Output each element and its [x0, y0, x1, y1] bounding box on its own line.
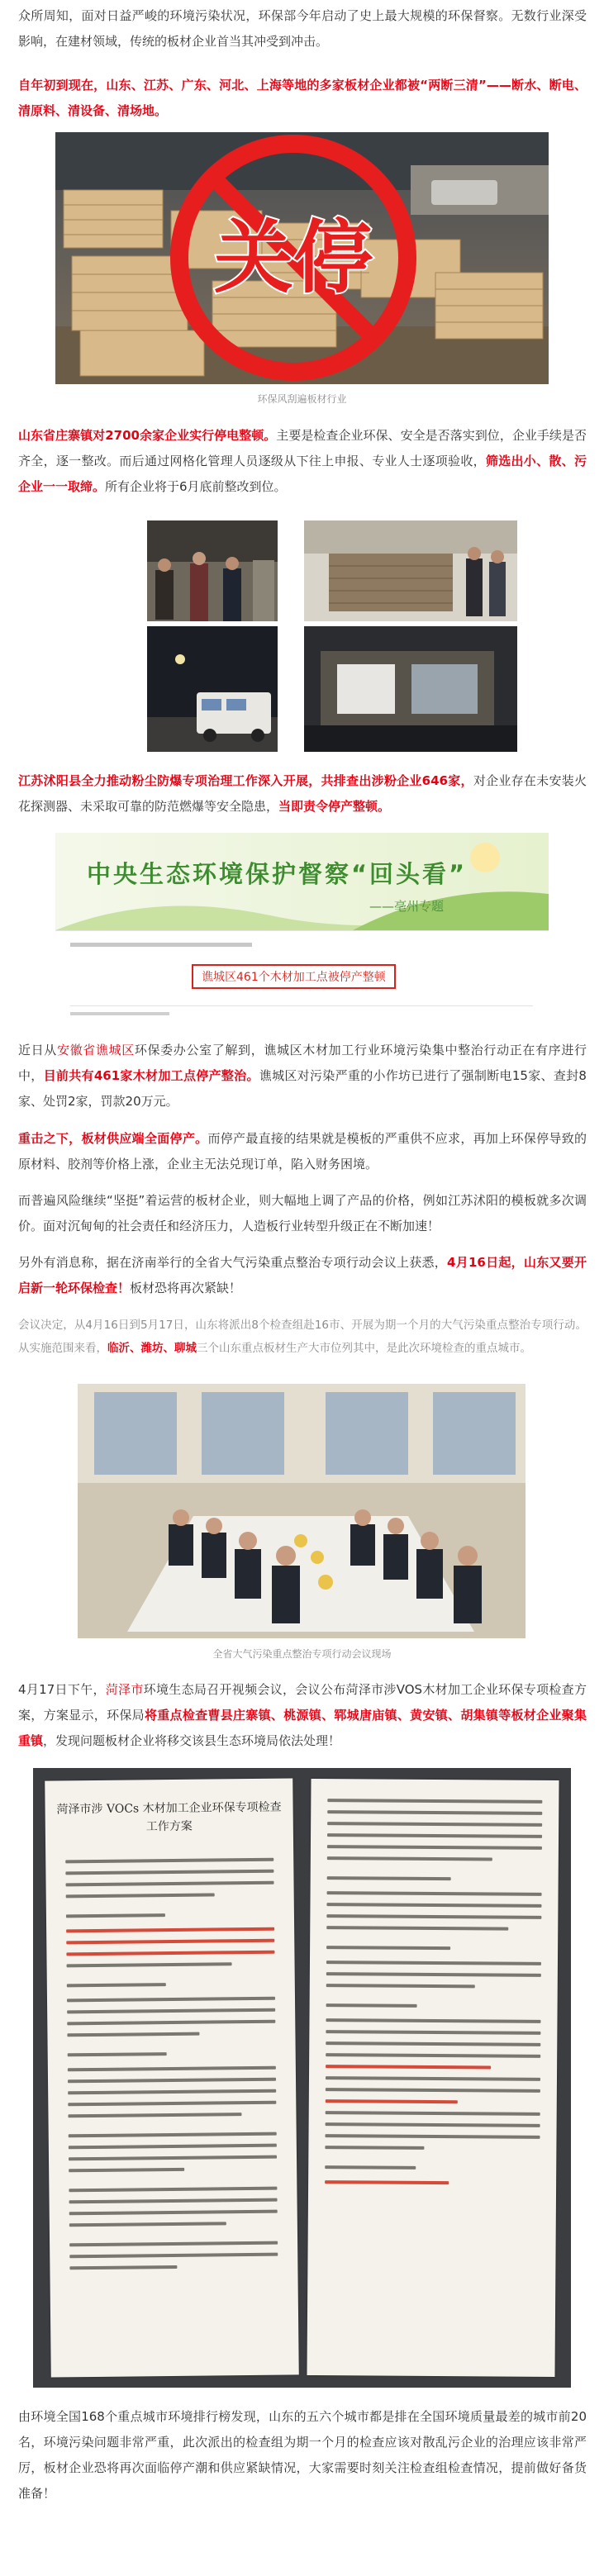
inspection-photo-2: [304, 520, 517, 621]
meta-placeholder: [70, 1012, 169, 1015]
paragraph-heze: 4月17日下午，菏泽市环境生态局召开视频会议，会议公布菏泽市涉VOS木材加工企业环保专项检查方案，方案显示，环保局将重点检查曹县庄寨镇、桃源镇、郓城唐庙镇、黄安镇、胡集镇等板材企业聚集重镇，发现问题板材企业将移交该县生态环境局依法处理！: [18, 1682, 587, 1748]
document-photo: [33, 1768, 571, 2388]
meeting-photo: [78, 1384, 526, 1638]
news-headline-label: 谯城区461个木材加工点被停产整顿: [192, 964, 396, 989]
paragraph-meeting: 会议决定，从4月16日到5月17日，山东将派出8个检查组赴16市、开展为期一个月的大气污染重点整治专项行动。从实施范围来看，临沂、潍坊、聊城三个山东重点板材生产大市位列其中，是此次环境检查的重点城市。: [18, 1319, 587, 1355]
paragraph-zhuangzhai: 山东省庄寨镇对2700余家企业实行停电整顿。主要是检查企业环保、安全是否落实到位，企业手续是否齐全，逐一整改。而后通过网格化管理人员逐级从下往上申报、专业人士逐项验收，筛选出小、散、污企业一一取缔。所有企业将于6月底前整改到位。: [18, 428, 587, 494]
photo-caption-1: 环保风刮遍板材行业: [257, 393, 347, 405]
paragraph-closures: 自年初到现在，山东、江苏、广东、河北、上海等地的多家板材企业都被“两断三清”——断水、断电、清原料、清设备、清场地。: [18, 78, 587, 118]
inspection-photo-3: [147, 626, 278, 752]
photo-caption-2: 全省大气污染重点整治专项行动会议现场: [212, 1648, 392, 1660]
paragraph-shuyang: 江苏沭阳县全力推动粉尘防爆专项治理工作深入开展，共排查出涉粉企业646家，对企业存在未安装火花探测器、未采取可靠的防范燃爆等安全隐患，当即责令停产整顿。: [18, 773, 587, 814]
document-page-right: [307, 1779, 559, 2377]
lumber-yard-photo: [55, 132, 549, 384]
divider: [70, 1005, 533, 1006]
news-page-screenshot: [55, 930, 549, 1024]
inspection-banner: [55, 833, 549, 930]
document-title: [53, 1799, 284, 1837]
meeting-image: [78, 1384, 526, 1638]
breadcrumb-placeholder: [70, 943, 252, 947]
paragraph-conclusion: 由环境全国168个重点城市环境排行榜发现，山东的五六个城市都是排在全国环境质量最差的城市前20名，环境污染问题非常严重，此次派出的检查组为期一个月的检查应该对散乱污企业的治理应该非常严厉，板材企业恐将再次面临停产潮和供应紧缺情况，大家需要时刻关注检查组检查情况，提前做好备货准备！: [18, 2409, 587, 2501]
paragraph-price: 而普遍风险继续“坚挺”着运营的板材企业，则大幅地上调了产品的价格，例如江苏沭阳的模板就多次调价。面对沉甸甸的社会责任和经济压力，人造板行业转型升级正在不断加速！: [18, 1193, 587, 1233]
document-title-line1: 菏泽市涉 VOCs 木材加工企业环保专项检查: [56, 1800, 282, 1817]
document-page-left: [45, 1778, 299, 2377]
document-title-line2: 工作方案: [145, 1819, 193, 1834]
lumber-yard-image: [55, 132, 549, 384]
inspection-photo-4: [304, 626, 517, 752]
paragraph-supply: 重击之下，板材供应端全面停产。而停产最直接的结果就是模板的严重供不应求，再加上环保停导致的原材料、胶剂等价格上涨，企业主无法兑现订单，陷入财务困境。: [18, 1131, 587, 1172]
stamp-text: 关停: [214, 211, 373, 304]
banner-subtitle: ——亳州专题: [369, 899, 445, 914]
paragraph-qiaocheng: 近日从安徽省谯城区环保委办公室了解到，谯城区木材加工行业环境污染集中整治行动正在有序进行中，目前共有461家木材加工点停产整治。谯城区对污染严重的小作坊已进行了强制断电15家、查封8家、处罚2家，罚款20万元。: [18, 1043, 587, 1109]
inspection-photo-1: [147, 520, 278, 621]
paragraph-new-inspection: 另外有消息称，据在济南举行的全省大气污染重点整治专项行动会议上获悉，4月16日起，山东又要开启新一轮环保检查！板材恐将再次紧缺！: [18, 1255, 587, 1295]
paragraph-intro: 众所周知，面对日益严峻的环境污染状况，环保部今年启动了史上最大规模的环保督察。无数行业深受影响，在建材领域，传统的板材企业首当其冲受到冲击。: [18, 8, 587, 49]
banner-title: 中央生态环境保护督察“回头看”: [87, 860, 468, 888]
